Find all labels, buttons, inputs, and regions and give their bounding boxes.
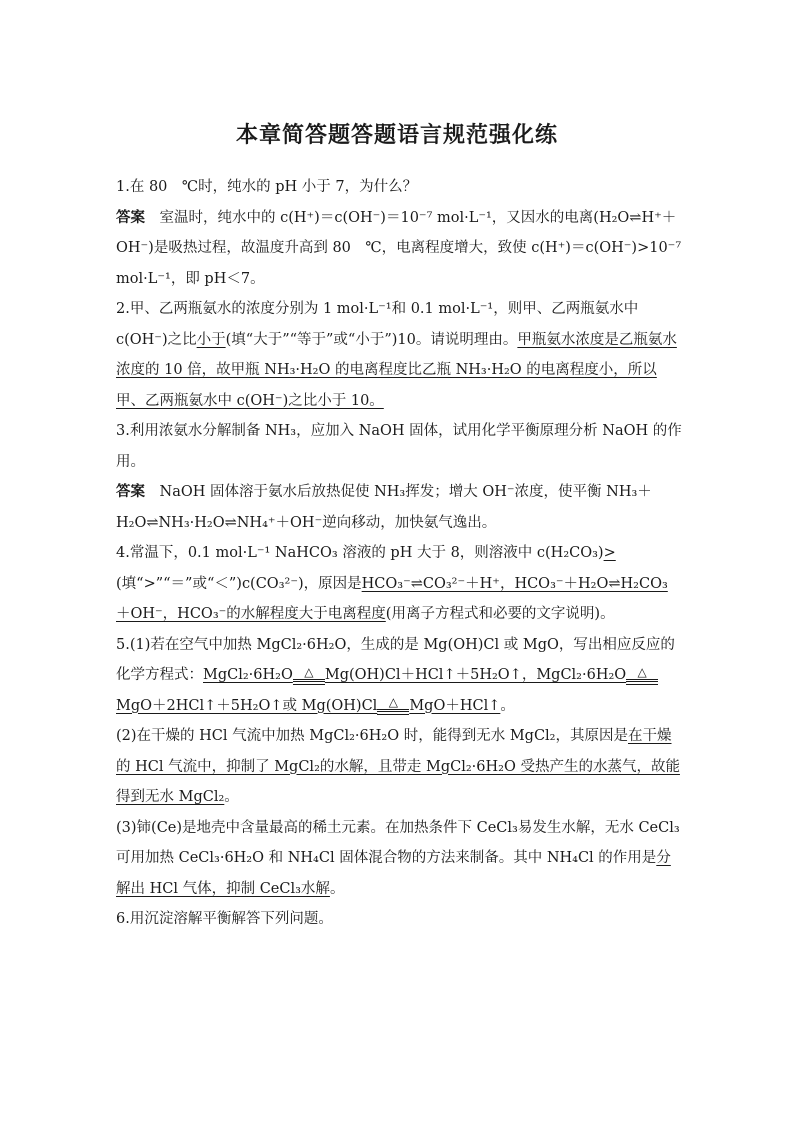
heat-arrow: [626, 666, 658, 685]
equation-part: MgO＋2HCl↑＋5H₂O↑或 Mg(OH)Cl: [116, 697, 378, 714]
question-text: (3)铈(Ce)是地壳中含量最高的稀土元素。在加热条件下 CeCl₃易发生水解，无水 CeCl₃可用加热 CeCl₃·6H₂O 和 NH₄Cl 固体混合物的方法来制备。其中 NH₄Cl 的作用是: [116, 819, 680, 866]
question-6: 6.用沉淀溶解平衡解答下列问题。: [116, 911, 333, 927]
heat-triangle-icon: △: [637, 664, 647, 679]
document-body: [116, 172, 682, 935]
answer-label: 答案: [116, 483, 145, 500]
question-text: 5.(1)若在空气中加热 MgCl₂·6H₂O，生成的是 Mg(OH)Cl 或 MgO，写出相应反应的化学方程式：: [116, 636, 675, 683]
question-text: 。: [224, 789, 239, 805]
question-text: (用离子方程式和必要的文字说明)。: [385, 606, 615, 622]
equation-part: MgO＋HCl↑: [409, 697, 501, 714]
equation-part: MgCl₂·6H₂O: [203, 667, 293, 683]
question-2: [116, 294, 682, 416]
question-text: 。: [500, 697, 515, 714]
equal-sign: [626, 679, 658, 685]
question-1: 1.在 80 ℃时，纯水的 pH 小于 7，为什么？: [116, 179, 418, 195]
question-5-2: [116, 721, 682, 813]
answer-label: 答案: [116, 208, 145, 226]
answer-1: [116, 203, 682, 295]
answer-3: [116, 477, 682, 538]
heat-triangle-icon: △: [388, 695, 398, 709]
question-text: (填“大于”“等于”或“小于”)10。请说明理由。: [225, 331, 518, 348]
question-text: (填“>”“＝”或“＜”)c(CO₃²⁻)，原因是: [116, 575, 362, 592]
question-5-1: [116, 630, 682, 722]
reason-answer: HCO₃⁻⇌CO₃²⁻＋H⁺，HCO₃⁻＋H₂O⇌H₂CO₃＋OH⁻，HCO₃⁻的水解程度大于电离程度: [116, 575, 668, 622]
reason-answer: 甲瓶氨水浓度是乙瓶氨水浓度的 10 倍，故甲瓶 NH₃·H₂O 的电离程度比乙瓶 NH₃·H₂O 的电离程度小，所以甲、乙两瓶氨水中 c(OH⁻)之比小于 10。: [116, 331, 677, 409]
heat-arrow: [377, 696, 409, 715]
answer-text: NaOH 固体溶于氨水后放热促使 NH₃挥发；增大 OH⁻浓度，使平衡 NH₃＋H₂O⇌NH₃·H₂O⇌NH₄⁺＋OH⁻逆向移动，加快氨气逸出。: [116, 484, 652, 531]
blank-answer: 小于: [196, 331, 226, 348]
question-5-3: [116, 813, 682, 905]
question-text: 。: [329, 880, 345, 897]
question-text: 2.甲、乙两瓶氨水的浓度分别为 1 mol·L⁻¹和 0.1 mol·L⁻¹，则甲、乙两瓶氨水中 c(OH⁻)之比: [116, 301, 639, 348]
equation-part: Mg(OH)Cl＋HCl↑＋5H₂O↑，MgCl₂·6H₂O: [324, 667, 627, 683]
reason-answer: 分解出 HCl 气体，抑制 CeCl₃水解: [116, 850, 671, 897]
answer-text: 室温时，纯水中的 c(H⁺)＝c(OH⁻)＝10⁻⁷ mol·L⁻¹，又因水的电离(H₂O⇌H⁺＋OH⁻)是吸热过程，故温度升高到 80 ℃，电离程度增大，致使 c(H⁺)＝c(OH⁻)>10⁻⁷ mol·L⁻¹，即 pH＜7。: [116, 209, 682, 287]
question-4: [116, 538, 682, 630]
heat-triangle-icon: △: [304, 664, 314, 679]
equal-sign: [293, 679, 325, 685]
question-3: 3.利用浓氨水分解制备 NH₃，应加入 NaOH 固体，试用化学平衡原理分析 NaOH 的作用。: [116, 423, 682, 470]
question-text: (2)在干燥的 HCl 气流中加热 MgCl₂·6H₂O 时，能得到无水 MgCl₂，其原因是: [116, 728, 628, 744]
heat-arrow: [293, 666, 325, 685]
question-text: 4.常温下，0.1 mol·L⁻¹ NaHCO₃ 溶液的 pH 大于 8，则溶液中 c(H₂CO₃): [116, 545, 604, 561]
equal-sign: [377, 709, 409, 715]
page-title: 本章简答题答题语言规范强化练: [235, 122, 558, 148]
reason-answer: 在干燥的 HCl 气流中，抑制了 MgCl₂的水解，且带走 MgCl₂·6H₂O 受热产生的水蒸气，故能得到无水 MgCl₂: [116, 728, 680, 805]
blank-answer: >: [603, 545, 616, 561]
